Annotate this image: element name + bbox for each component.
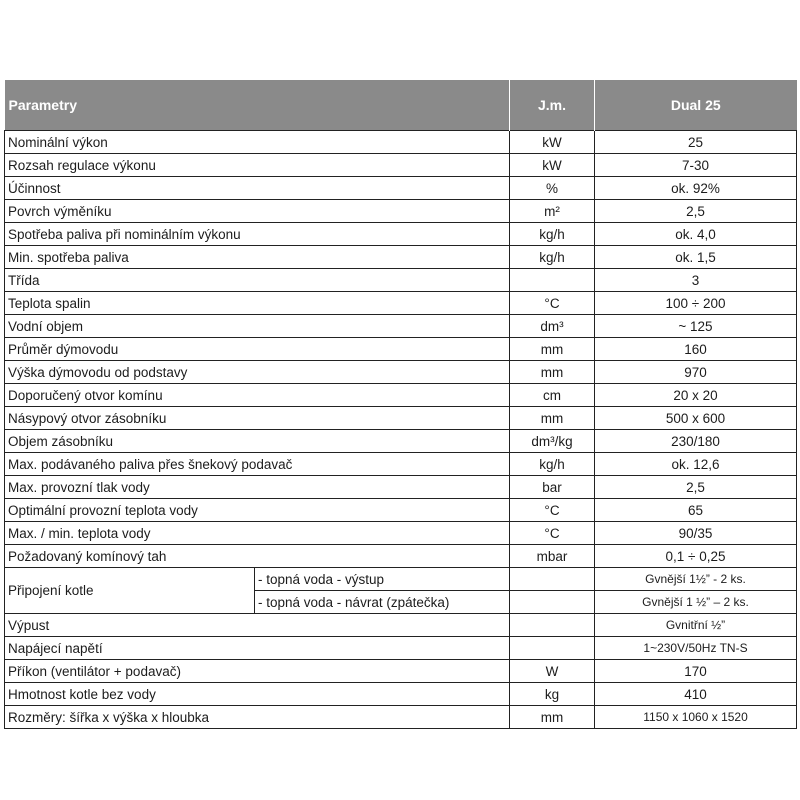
table-row	[5, 246, 797, 269]
param-cell: Vodní objem	[5, 315, 510, 338]
header-unit: J.m.	[510, 80, 595, 131]
value-cell: 3	[595, 269, 797, 292]
table-row	[5, 361, 797, 384]
table-row	[5, 292, 797, 315]
value-cell: 160	[595, 338, 797, 361]
table-header-row	[5, 80, 797, 131]
value-cell: 410	[595, 683, 797, 706]
table-row	[5, 545, 797, 568]
param-cell: Třída	[5, 269, 510, 292]
sub-param-cell: - topná voda - návrat (zpátečka)	[255, 591, 510, 614]
unit-cell: dm³	[510, 315, 595, 338]
unit-cell: kg/h	[510, 246, 595, 269]
unit-cell: °C	[510, 522, 595, 545]
table-row	[5, 338, 797, 361]
param-cell: Účinnost	[5, 177, 510, 200]
value-cell: Gvnější 1½” - 2 ks.	[595, 568, 797, 591]
value-cell: 20 x 20	[595, 384, 797, 407]
value-cell: 90/35	[595, 522, 797, 545]
param-cell: Nominální výkon	[5, 131, 510, 154]
table-row	[5, 453, 797, 476]
unit-cell: °C	[510, 499, 595, 522]
value-cell: ok. 4,0	[595, 223, 797, 246]
unit-cell: dm³/kg	[510, 430, 595, 453]
table-row	[5, 154, 797, 177]
param-cell: Spotřeba paliva při nominálním výkonu	[5, 223, 510, 246]
unit-cell: cm	[510, 384, 595, 407]
table-row	[5, 315, 797, 338]
unit-cell: mm	[510, 338, 595, 361]
table-row	[5, 384, 797, 407]
unit-cell	[510, 269, 595, 292]
value-cell: ok. 12,6	[595, 453, 797, 476]
unit-cell: %	[510, 177, 595, 200]
header-param: Parametry	[5, 80, 510, 131]
unit-cell: m²	[510, 200, 595, 223]
value-cell: 65	[595, 499, 797, 522]
table-row	[5, 706, 797, 729]
sub-param-cell: - topná voda - výstup	[255, 568, 510, 591]
unit-cell: mbar	[510, 545, 595, 568]
value-cell: 500 x 600	[595, 407, 797, 430]
unit-cell	[510, 637, 595, 660]
param-cell: Požadovaný komínový tah	[5, 545, 510, 568]
param-cell: Max. provozní tlak vody	[5, 476, 510, 499]
unit-cell: mm	[510, 361, 595, 384]
param-cell: Násypový otvor zásobníku	[5, 407, 510, 430]
value-cell: 2,5	[595, 476, 797, 499]
param-cell: Průměr dýmovodu	[5, 338, 510, 361]
param-cell: Rozměry: šířka x výška x hloubka	[5, 706, 510, 729]
table-row	[5, 476, 797, 499]
header-value: Dual 25	[595, 80, 797, 131]
value-cell: 1~230V/50Hz TN-S	[595, 637, 797, 660]
unit-cell: bar	[510, 476, 595, 499]
table-row	[5, 614, 797, 637]
table-row	[5, 407, 797, 430]
param-cell: Výpust	[5, 614, 510, 637]
value-cell: Gvnější 1 ½” – 2 ks.	[595, 591, 797, 614]
value-cell: ~ 125	[595, 315, 797, 338]
unit-cell: kg	[510, 683, 595, 706]
unit-cell: °C	[510, 292, 595, 315]
param-cell: Hmotnost kotle bez vody	[5, 683, 510, 706]
unit-cell: kg/h	[510, 453, 595, 476]
unit-cell: mm	[510, 407, 595, 430]
value-cell: 970	[595, 361, 797, 384]
unit-cell: mm	[510, 706, 595, 729]
value-cell: 100 ÷ 200	[595, 292, 797, 315]
table-row	[5, 223, 797, 246]
spec-table	[4, 80, 797, 729]
table-row	[5, 269, 797, 292]
unit-cell	[510, 591, 595, 614]
param-cell: Teplota spalin	[5, 292, 510, 315]
value-cell: ok. 92%	[595, 177, 797, 200]
table-row	[5, 522, 797, 545]
param-cell: Výška dýmovodu od podstavy	[5, 361, 510, 384]
param-cell: Připojení kotle	[5, 568, 255, 614]
value-cell: ok. 1,5	[595, 246, 797, 269]
unit-cell: kg/h	[510, 223, 595, 246]
param-cell: Rozsah regulace výkonu	[5, 154, 510, 177]
value-cell: 170	[595, 660, 797, 683]
param-cell: Max. / min. teplota vody	[5, 522, 510, 545]
unit-cell: kW	[510, 154, 595, 177]
param-cell: Min. spotřeba paliva	[5, 246, 510, 269]
value-cell: 230/180	[595, 430, 797, 453]
table-row	[5, 637, 797, 660]
table-row	[5, 660, 797, 683]
table-row	[5, 200, 797, 223]
unit-cell: kW	[510, 131, 595, 154]
param-cell: Optimální provozní teplota vody	[5, 499, 510, 522]
value-cell: Gvnitřní ½”	[595, 614, 797, 637]
table-row	[5, 499, 797, 522]
unit-cell	[510, 614, 595, 637]
unit-cell	[510, 568, 595, 591]
table-row	[5, 430, 797, 453]
param-cell: Doporučený otvor komínu	[5, 384, 510, 407]
table-row	[5, 568, 797, 591]
unit-cell: W	[510, 660, 595, 683]
param-cell: Příkon (ventilátor + podavač)	[5, 660, 510, 683]
param-cell: Povrch výměníku	[5, 200, 510, 223]
value-cell: 7-30	[595, 154, 797, 177]
value-cell: 1150 x 1060 x 1520	[595, 706, 797, 729]
table-row	[5, 131, 797, 154]
table-row	[5, 177, 797, 200]
value-cell: 0,1 ÷ 0,25	[595, 545, 797, 568]
value-cell: 25	[595, 131, 797, 154]
table-row	[5, 683, 797, 706]
param-cell: Napájecí napětí	[5, 637, 510, 660]
param-cell: Max. podávaného paliva přes šnekový podavač	[5, 453, 510, 476]
value-cell: 2,5	[595, 200, 797, 223]
param-cell: Objem zásobníku	[5, 430, 510, 453]
